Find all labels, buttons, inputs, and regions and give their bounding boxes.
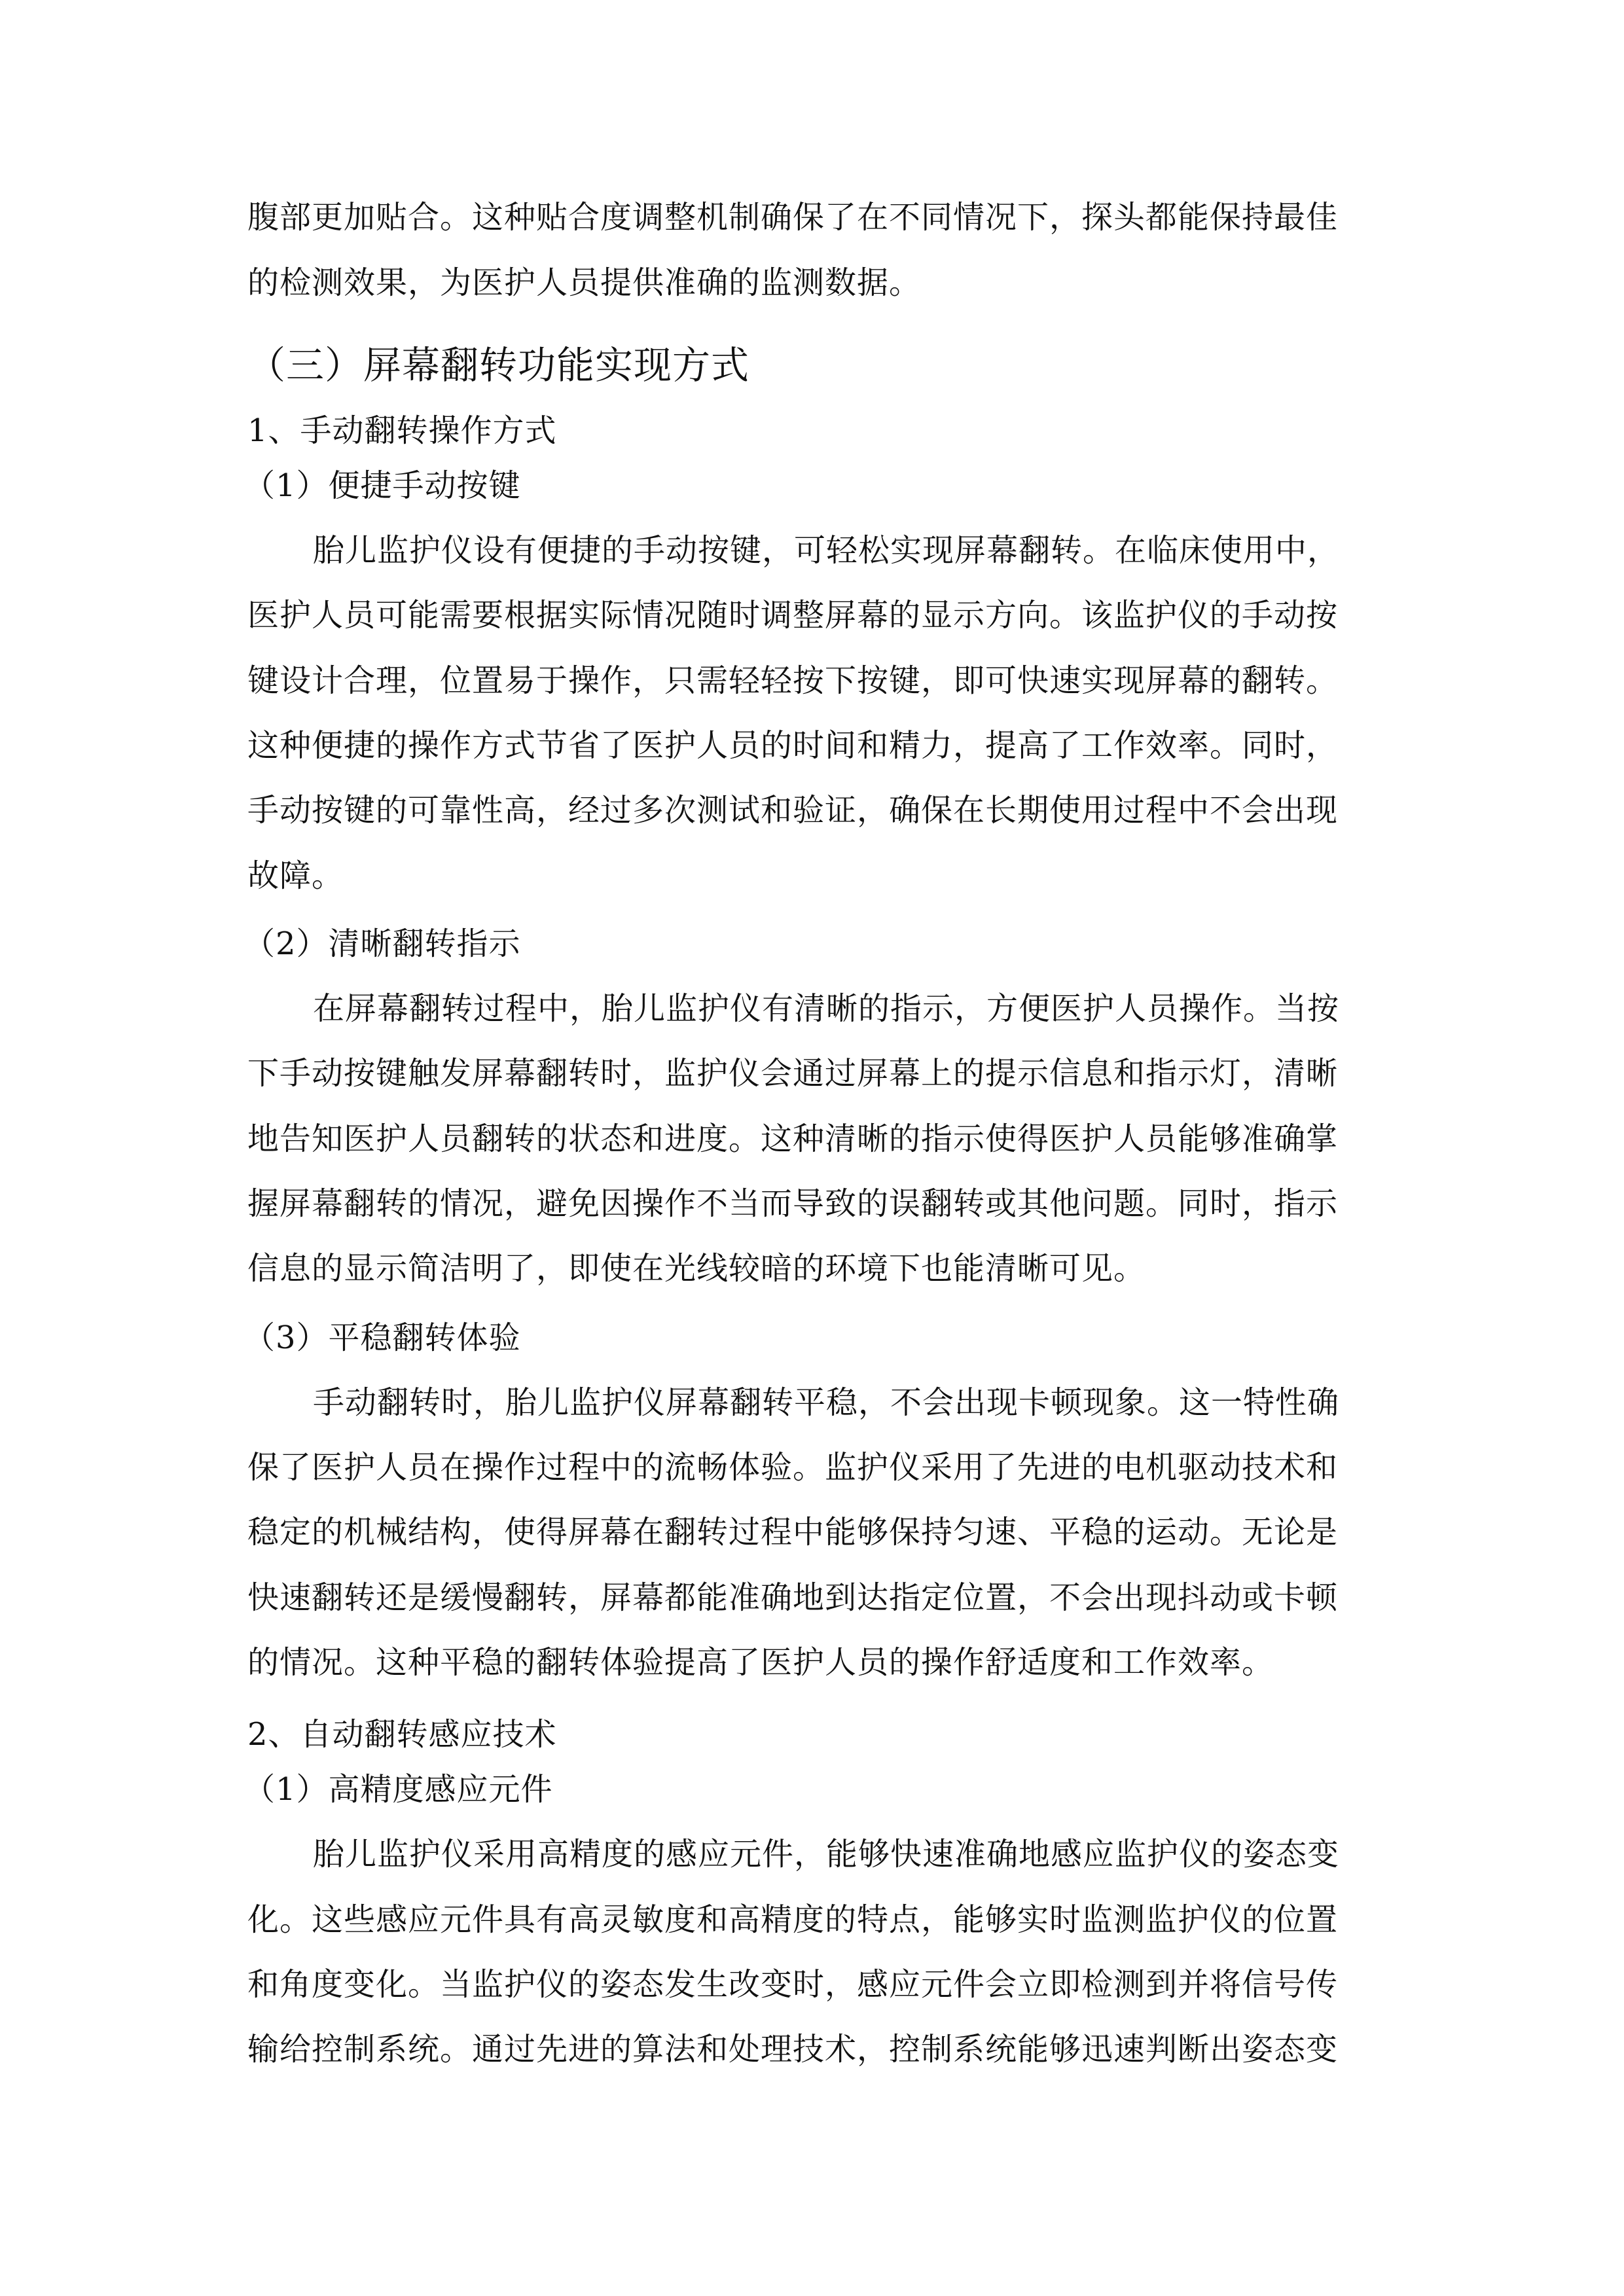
item4-line-2: 化。这些感应元件具有高灵敏度和高精度的特点，能够实时监测监护仪的位置 [247,1901,1339,1938]
item3-line-3: 稳定的机械结构，使得屏幕在翻转过程中能够保持匀速、平稳的运动。无论是 [247,1514,1339,1551]
item2-line-1: 在屏幕翻转过程中，胎儿监护仪有清晰的指示，方便医护人员操作。当按 [313,990,1340,1027]
part2-heading: 2、自动翻转感应技术 [247,1716,557,1753]
item2-line-3: 地告知医护人员翻转的状态和进度。这种清晰的指示使得医护人员能够准确掌 [247,1121,1339,1157]
item3-line-2: 保了医护人员在操作过程中的流畅体验。监护仪采用了先进的电机驱动技术和 [247,1449,1339,1486]
item1-line-4: 这种便捷的操作方式节省了医护人员的时间和精力，提高了工作效率。同时， [247,727,1339,764]
intro-line-1: 腹部更加贴合。这种贴合度调整机制确保了在不同情况下，探头都能保持最佳 [247,199,1339,236]
item2-line-4: 握屏幕翻转的情况，避免因操作不当而导致的误翻转或其他问题。同时，指示 [247,1185,1339,1222]
item3-line-4: 快速翻转还是缓慢翻转，屏幕都能准确地到达指定位置，不会出现抖动或卡顿 [247,1579,1339,1616]
item4-heading: （1）高精度感应元件 [244,1771,553,1808]
item1-line-2: 医护人员可能需要根据实际情况随时调整屏幕的显示方向。该监护仪的手动按 [247,597,1339,634]
item4-line-1: 胎儿监护仪采用高精度的感应元件，能够快速准确地感应监护仪的姿态变 [313,1836,1340,1873]
item1-line-6: 故障。 [247,857,344,894]
item1-line-5: 手动按键的可靠性高，经过多次测试和验证，确保在长期使用过程中不会出现 [247,792,1339,829]
intro-line-2: 的检测效果，为医护人员提供准确的监测数据。 [247,264,922,301]
item2-heading: （2）清晰翻转指示 [244,925,521,962]
part1-heading: 1、手动翻转操作方式 [247,412,557,449]
section-heading: （三）屏幕翻转功能实现方式 [247,343,750,387]
item1-line-3: 键设计合理，位置易于操作，只需轻轻按下按键，即可快速实现屏幕的翻转。 [247,662,1339,699]
item3-heading: （3）平稳翻转体验 [244,1319,521,1356]
item1-heading: （1）便捷手动按键 [244,467,521,504]
item2-line-5: 信息的显示简洁明了，即使在光线较暗的环境下也能清晰可见。 [247,1250,1146,1287]
item3-line-5: 的情况。这种平稳的翻转体验提高了医护人员的操作舒适度和工作效率。 [247,1644,1274,1681]
item4-line-3: 和角度变化。当监护仪的姿态发生改变时，感应元件会立即检测到并将信号传 [247,1966,1339,2003]
item3-line-1: 手动翻转时，胎儿监护仪屏幕翻转平稳，不会出现卡顿现象。这一特性确 [313,1384,1340,1421]
item2-line-2: 下手动按键触发屏幕翻转时，监护仪会通过屏幕上的提示信息和指示灯，清晰 [247,1055,1339,1092]
item4-line-4: 输给控制系统。通过先进的算法和处理技术，控制系统能够迅速判断出姿态变 [247,2031,1339,2068]
item1-line-1: 胎儿监护仪设有便捷的手动按键，可轻松实现屏幕翻转。在临床使用中， [313,532,1340,569]
